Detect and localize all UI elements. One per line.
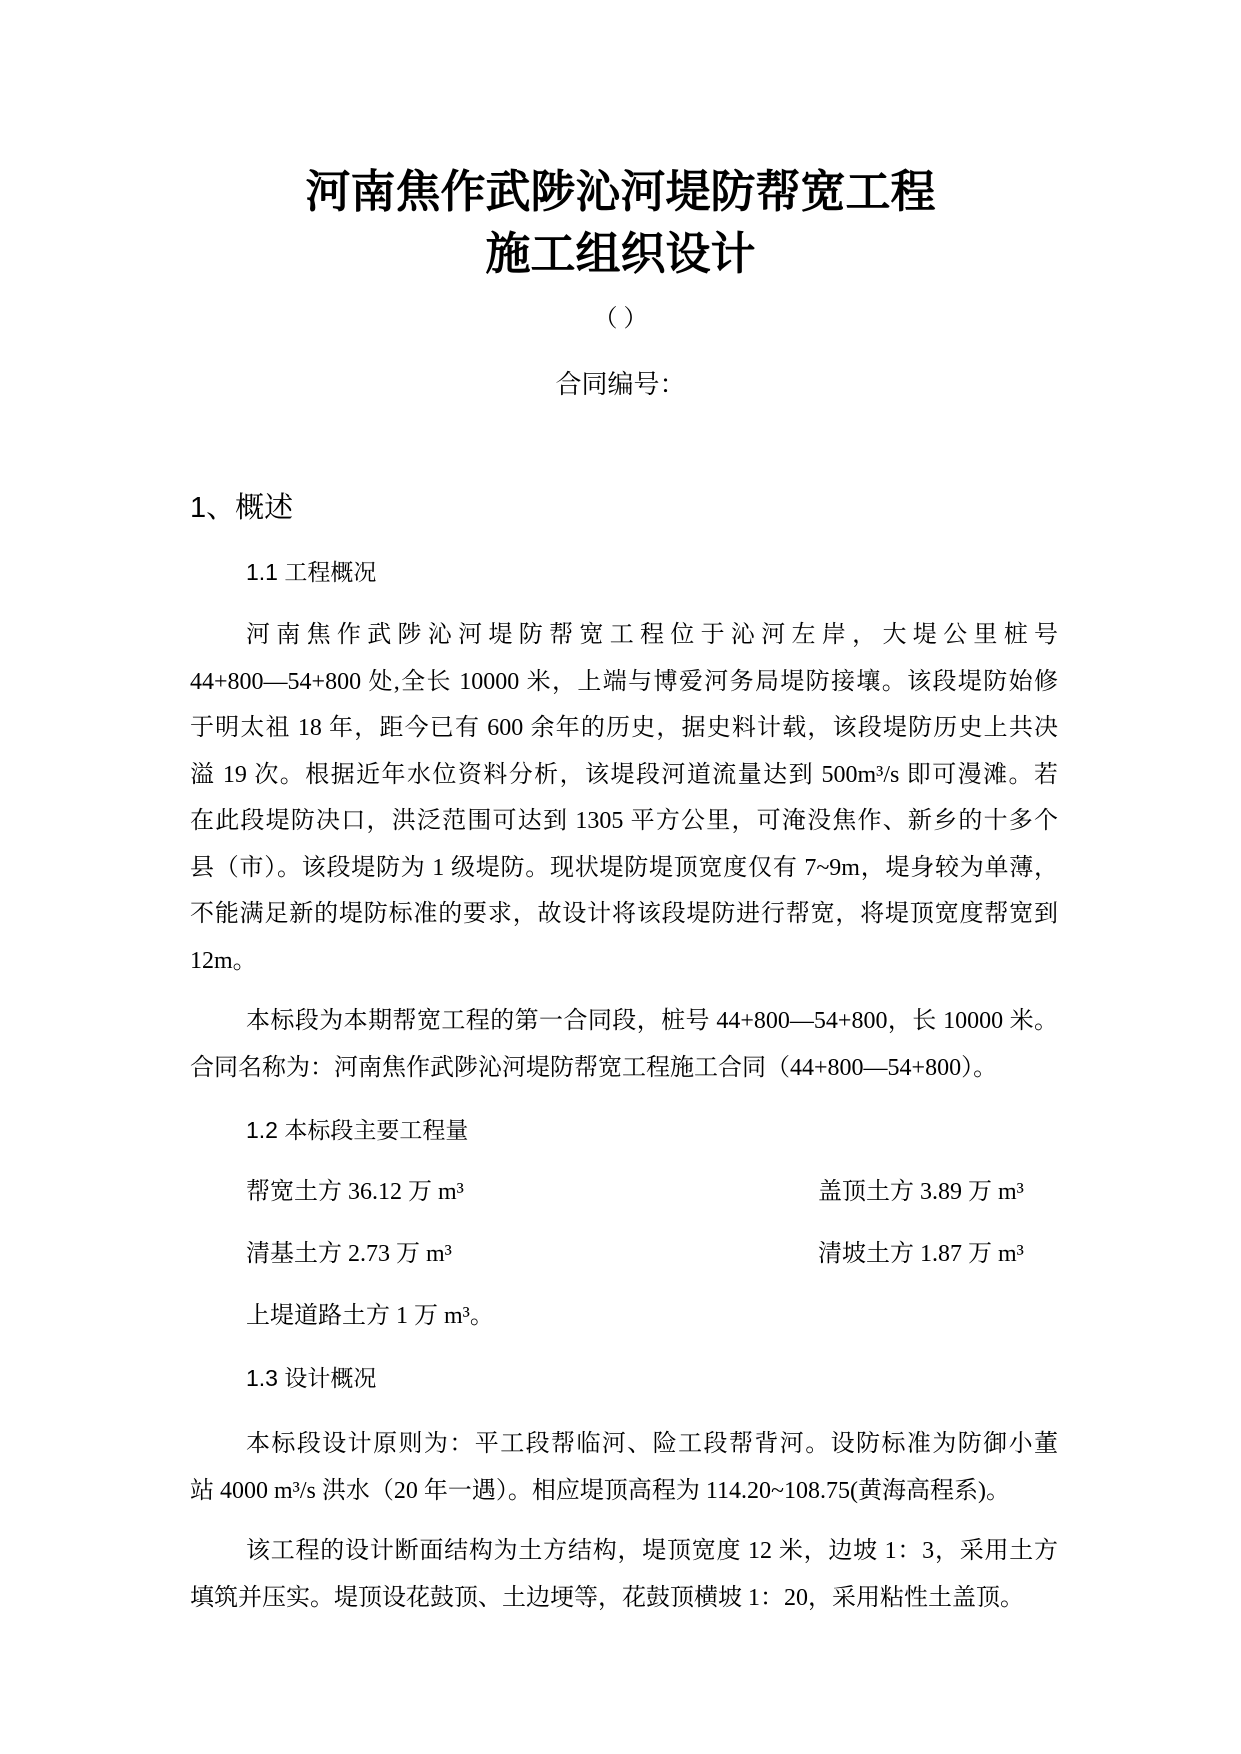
quantity-item: 上堤道路土方 1 万 m³。 [246, 1303, 494, 1329]
paragraph-line: 溢 19 次。根据近年水位资料分析，该堤段河道流量达到 500m³/s 即可漫滩。若 [190, 761, 1058, 788]
paragraph-line: 不能满足新的堤防标准的要求，故设计将该段堤防进行帮宽，将堤顶宽度帮宽到 [190, 901, 1058, 927]
subsection-heading-design-overview: 1.3 设计概况 [246, 1365, 377, 1391]
quantity-item: 盖顶土方 3.89 万 m³ [818, 1179, 1024, 1205]
subsection-heading-project-overview: 1.1 工程概况 [246, 559, 377, 585]
paragraph-line: 站 4000 m³/s 洪水（20 年一遇）。相应堤顶高程为 114.20~108.75(黄海高程系)。 [190, 1477, 1010, 1504]
paragraph-line: 县（市）。该段堤防为 1 级堤防。现状堤防堤顶宽度仅有 7~9m，堤身较为单薄， [190, 854, 1058, 881]
document-title-line2: 施工组织设计 [485, 227, 756, 280]
section-heading-overview: 1、概述 [190, 492, 294, 524]
paragraph-line: 44+800—54+800 处,全长 10000 米，上端与博爱河务局堤防接壤。该段堤防始修 [190, 668, 1058, 695]
paragraph-line: 于明太祖 18 年，距今已有 600 余年的历史，据史料计载，该段堤防历史上共决 [190, 715, 1058, 741]
paragraph-contract-section [190, 998, 1058, 1091]
title-parentheses: （ ） [593, 306, 648, 332]
paragraph-design-principle [190, 1421, 1058, 1514]
paragraph-design-section [190, 1528, 1058, 1621]
paragraph-line: 河南焦作武陟沁河堤防帮宽工程位于沁河左岸，大堤公里桩号 [246, 622, 1058, 648]
quantity-item: 清基土方 2.73 万 m³ [246, 1241, 452, 1267]
quantity-item: 清坡土方 1.87 万 m³ [818, 1241, 1024, 1267]
contract-number-label: 合同编号： [555, 369, 686, 399]
paragraph-line: 填筑并压实。堤顶设花鼓顶、土边埂等，花鼓顶横坡 1：20，采用粘性土盖顶。 [190, 1584, 1024, 1611]
paragraph-project-overview [190, 612, 1058, 984]
document-title-line1: 河南焦作武陟沁河堤防帮宽工程 [305, 165, 936, 218]
quantity-item: 帮宽土方 36.12 万 m³ [246, 1179, 464, 1205]
paragraph-line: 该工程的设计断面结构为土方结构，堤顶宽度 12 米，边坡 1：3，采用土方 [246, 1538, 1058, 1564]
paragraph-line: 本标段为本期帮宽工程的第一合同段，桩号 44+800—54+800，长 10000 米。 [246, 1008, 1058, 1034]
paragraph-line: 12m。 [190, 947, 257, 974]
paragraph-line: 合同名称为：河南焦作武陟沁河堤防帮宽工程施工合同（44+800—54+800）。 [190, 1054, 998, 1081]
subsection-heading-quantities: 1.2 本标段主要工程量 [246, 1117, 469, 1143]
paragraph-line: 在此段堤防决口，洪泛范围可达到 1305 平方公里，可淹没焦作、新乡的十多个 [190, 808, 1058, 834]
paragraph-line: 本标段设计原则为：平工段帮临河、险工段帮背河。设防标准为防御小董 [246, 1431, 1058, 1457]
